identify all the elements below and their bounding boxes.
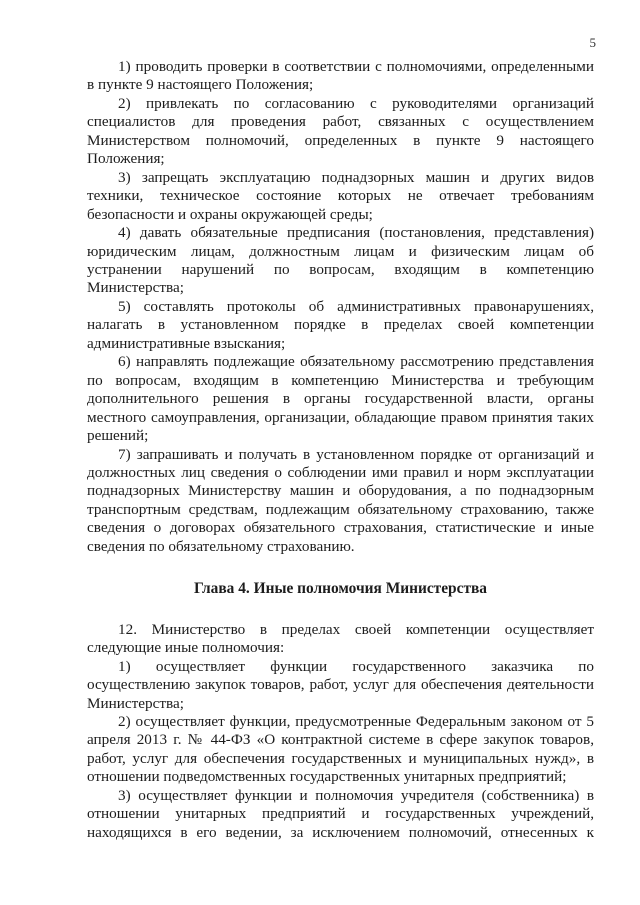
list-item-1: 1) проводить проверки в соответствии с полномочиями, определенными в пункте 9 настоящего Положения; [87,58,594,94]
list-item-5: 5) составлять протоколы об административных правонарушениях, налагать в установленном порядке в пределах своей компетенции административные взыскания; [87,297,594,352]
clause-12-item-3: 3) осуществляет функции и полномочия учредителя (собственника) в отношении унитарных предприятий и государственных учреждений, находящихся в его ведении, за исключением полномочий, отнесенных к [87,786,594,841]
clause-12: 12. Министерство в пределах своей компетенции осуществляет следующие иные полномочия: [87,620,594,657]
list-item-4: 4) давать обязательные предписания (постановления, представления) юридическим лицам, должностным лицам и физическим лицам об устранении нарушений по вопросам, входящим в компетенцию Министерства; [87,224,594,297]
page-number: 5 [589,35,596,50]
list-item-3: 3) запрещать эксплуатацию поднадзорных машин и других видов техники, техническое состояние которых не отвечает требованиям безопасности и охраны окружающей среды; [87,168,594,223]
document-body [87,58,594,842]
clause-12-item-1: 1) осуществляет функции государственного заказчика по осуществлению закупок товаров, работ, услуг для обеспечения деятельности Министерства; [87,657,594,712]
clause-12-item-2: 2) осуществляет функции, предусмотренные Федеральным законом от 5 апреля 2013 г. № 44-ФЗ «О контрактной системе в сфере закупок товаров, работ, услуг для обеспечения государственных и муниципальных нужд», в отношении подведомственных государственных унитарных предприятий; [87,712,594,786]
list-item-6: 6) направлять подлежащие обязательному рассмотрению представления по вопросам, входящим в компетенцию Министерства и требующим дополнительного решения в органы государственной власти, органы местного самоуправления, организации, обладающие правом принятия таких решений; [87,353,594,445]
chapter-title: Глава 4. Иные полномочия Министерства [193,580,488,598]
list-item-7: 7) запрашивать и получать в установленном порядке от организаций и должностных лиц сведения о соблюдении ими правил и норм эксплуатации поднадзорных Министерству машин и оборудования, а по поднадзорным транспортным средствам, подлежащим обязательному страхованию, также сведения о договорах обязательного страхования, статистические и иные сведения по обязательному страхованию. [87,445,594,555]
list-item-2: 2) привлекать по согласованию с руководителями организаций специалистов для проведения работ, связанных с осуществлением Министерством полномочий, определенных в пункте 9 настоящего Положения; [87,94,594,168]
